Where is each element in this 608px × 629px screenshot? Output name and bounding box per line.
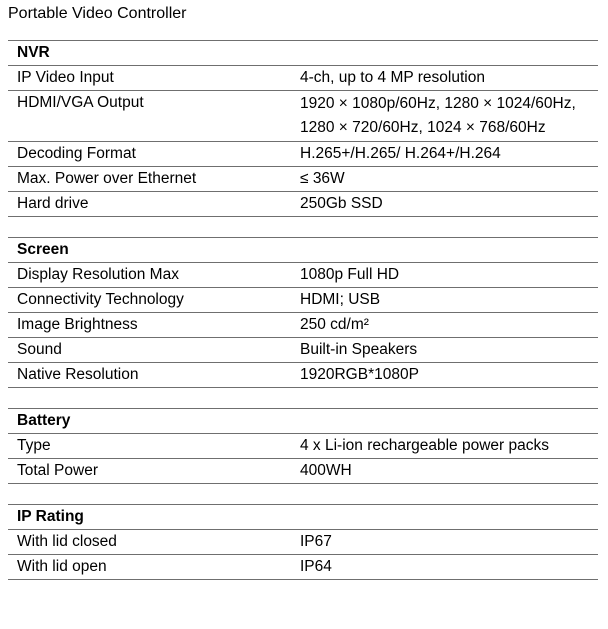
spec-value: 250 cd/m² — [291, 313, 598, 338]
section-header-nvr — [8, 41, 598, 66]
spec-value: ≤ 36W — [291, 167, 598, 192]
spec-value: H.265+/H.265/ H.264+/H.264 — [291, 142, 598, 167]
spec-row — [8, 288, 598, 313]
spec-label: Image Brightness — [8, 313, 291, 338]
spec-label: Native Resolution — [8, 363, 291, 388]
spec-label: Max. Power over Ethernet — [8, 167, 291, 192]
spec-value: 1920 × 1080p/60Hz, 1280 × 1024/60Hz, 1280 × 720/60Hz, 1024 × 768/60Hz — [291, 91, 598, 142]
spec-label: Decoding Format — [8, 142, 291, 167]
section-spacer — [8, 484, 598, 505]
document-title: Portable Video Controller — [8, 5, 187, 22]
spec-label: Connectivity Technology — [8, 288, 291, 313]
section-header-battery — [8, 409, 598, 434]
section-heading: Battery — [8, 409, 598, 434]
section-spacer — [8, 388, 598, 409]
spec-row — [8, 555, 598, 580]
spec-row — [8, 263, 598, 288]
spec-value: IP64 — [291, 555, 598, 580]
section-heading: Screen — [8, 238, 598, 263]
spec-value: 1080p Full HD — [291, 263, 598, 288]
spec-label: IP Video Input — [8, 66, 291, 91]
spec-row — [8, 142, 598, 167]
spec-row — [8, 530, 598, 555]
spec-value: 4-ch, up to 4 MP resolution — [291, 66, 598, 91]
spec-table — [8, 40, 598, 580]
spec-value: IP67 — [291, 530, 598, 555]
spec-label: Sound — [8, 338, 291, 363]
spec-label: HDMI/VGA Output — [8, 91, 291, 142]
section-header-screen — [8, 238, 598, 263]
spec-label: Display Resolution Max — [8, 263, 291, 288]
spec-value: Built-in Speakers — [291, 338, 598, 363]
spec-row — [8, 363, 598, 388]
spec-label: Hard drive — [8, 192, 291, 217]
spec-row — [8, 338, 598, 363]
spec-row — [8, 192, 598, 217]
spec-value: 1920RGB*1080P — [291, 363, 598, 388]
spec-row — [8, 66, 598, 91]
section-heading: IP Rating — [8, 505, 598, 530]
spec-row — [8, 434, 598, 459]
spec-label: With lid closed — [8, 530, 291, 555]
spec-value: 250Gb SSD — [291, 192, 598, 217]
spec-row — [8, 91, 598, 142]
spec-row — [8, 313, 598, 338]
spec-value: 400WH — [291, 459, 598, 484]
section-header-ip-rating — [8, 505, 598, 530]
section-spacer — [8, 217, 598, 238]
spec-row — [8, 167, 598, 192]
spec-label: Type — [8, 434, 291, 459]
spec-label: Total Power — [8, 459, 291, 484]
spec-row — [8, 459, 598, 484]
spec-value: 4 x Li-ion rechargeable power packs — [291, 434, 598, 459]
spec-value: HDMI; USB — [291, 288, 598, 313]
section-heading: NVR — [8, 41, 598, 66]
spec-label: With lid open — [8, 555, 291, 580]
